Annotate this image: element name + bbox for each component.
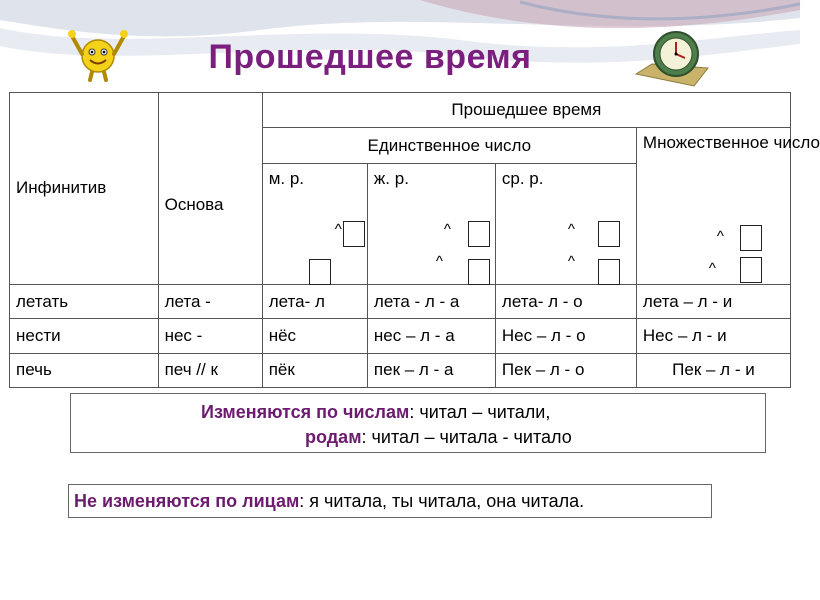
- cell-plural: Нес – л - и: [636, 319, 790, 353]
- caret: ^: [716, 228, 724, 246]
- persons-text: : я читала, ты читала, она читала.: [299, 491, 585, 511]
- table-row: [10, 319, 791, 353]
- past-tense-table: [9, 92, 820, 388]
- caret: ^: [708, 260, 716, 278]
- answer-box[interactable]: [343, 221, 365, 247]
- cell-stem: печ // к: [158, 353, 262, 387]
- caret: ^: [567, 220, 575, 238]
- cell-infinitive: летать: [10, 284, 159, 318]
- cell-infinitive: печь: [10, 353, 159, 387]
- cell-infinitive: нести: [10, 319, 159, 353]
- header-stem: Основа: [158, 93, 262, 285]
- caret: ^: [435, 252, 443, 270]
- genders-line: [305, 427, 572, 448]
- cell-neut: лета- л - о: [495, 284, 636, 318]
- numbers-label: Изменяются по числам: [201, 402, 410, 422]
- header-neut: [495, 163, 636, 284]
- table-row: [10, 284, 791, 318]
- answer-box[interactable]: [740, 257, 762, 283]
- page-title: Прошедшее время: [208, 38, 532, 76]
- header-masc: [262, 163, 367, 284]
- header-plural: [636, 128, 820, 285]
- cell-stem: лета -: [158, 284, 262, 318]
- cell-plural: Пек – л - и: [636, 353, 790, 387]
- header-fem: [367, 163, 495, 284]
- caret: ^: [567, 252, 575, 270]
- numbers-line: [201, 402, 550, 423]
- cell-neut: Нес – л - о: [495, 319, 636, 353]
- persons-line: [74, 491, 584, 512]
- cell-masc: пёк: [262, 353, 367, 387]
- answer-box[interactable]: [598, 259, 620, 285]
- caret: ^: [443, 220, 451, 238]
- header-singular: Единственное число: [262, 128, 636, 163]
- header-fem-text: ж. р.: [373, 168, 409, 188]
- cell-plural: лета – л - и: [636, 284, 790, 318]
- cell-masc: лета- л: [262, 284, 367, 318]
- genders-label: родам: [305, 427, 362, 447]
- persons-note: [68, 484, 712, 518]
- answer-box[interactable]: [468, 221, 490, 247]
- cell-fem: нес – л - а: [367, 319, 495, 353]
- answer-box[interactable]: [309, 259, 331, 285]
- answer-box[interactable]: [468, 259, 490, 285]
- header-neut-text: ср. р.: [501, 168, 544, 188]
- clock-icon: [632, 24, 712, 90]
- answer-box[interactable]: [740, 225, 762, 251]
- persons-label: Не изменяются по лицам: [74, 491, 300, 511]
- answer-box[interactable]: [598, 221, 620, 247]
- genders-text: : читал – читала - читало: [361, 427, 572, 447]
- header-plural-text: Множественное число: [642, 133, 820, 153]
- numbers-genders-note: [70, 393, 766, 453]
- cell-stem: нес -: [158, 319, 262, 353]
- caret: ^: [334, 220, 342, 238]
- header-past-tense: Прошедшее время: [262, 93, 790, 128]
- table-row: [10, 353, 791, 387]
- header-masc-text: м. р.: [268, 168, 305, 188]
- cell-neut: Пек – л - о: [495, 353, 636, 387]
- numbers-text: : читал – читали,: [409, 402, 551, 422]
- cell-fem: пек – л - а: [367, 353, 495, 387]
- header-infinitive: Инфинитив: [10, 93, 159, 285]
- cell-fem: лета - л - а: [367, 284, 495, 318]
- cell-masc: нёс: [262, 319, 367, 353]
